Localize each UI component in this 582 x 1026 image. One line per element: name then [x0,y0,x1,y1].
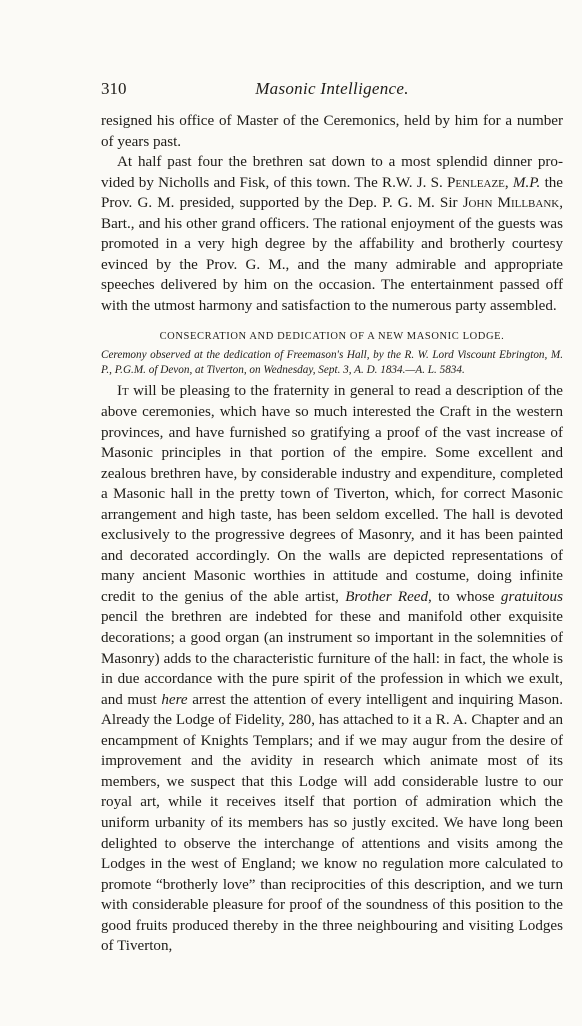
artist-name: Brother Reed [345,588,429,605]
section-subheading: Ceremony observed at the dedication of Freemason's Hall, by the R. W. Lord Viscount Ebrington, M. P., P.G.M. of Devon, at Tiverton, on Wednesday, Sept. 3, A. D. 1834.—A. L. 5834. [101,349,563,376]
person-name: John Millbank [462,195,560,212]
text-run: , Bart., and his other grand officers. The rational enjoyment of the guests was promoted in a very high degree by the affability and brotherly courtesy evinced by the Prov. G. M., and the many admirable and appropriate speeches delivered by him on the occasion. The entertainment passed off with the utmost harmony and satisfaction to the numerous party assembled. [101,195,564,314]
paragraph-dinner [101,152,563,316]
text-run: , [504,174,513,191]
person-name: Penleaze [447,174,505,191]
text-run: pencil the brethren are indebted for these and manifold other exquisite decorations; a good organ (an instrument so important in the solemnities of Masonry) adds to the characteristic furniture of the hall: in fact, the whole is in due accordance with the pure spirit of the profession in which we exult, and must [101,609,563,708]
paragraph-continuation: resigned his office of Master of the Ceremonics, held by him for a number of years past. [101,113,563,150]
text-run: arrest the attention of every intelligent and inquiring Mason. Already the Lodge of Fidelity, 280, has attached to it a R. A. Chapter and an encampment of Knights Templars; and if we may augur from the desire of improvement and the avidity in research which animate most of its members, we suspect that this Lodge will add considerable lustre to our royal art, while it receives itself that portion of admiration which the uniform urbanity of its members has so justly excited. We have long been delighted to observe the interchange of attentions and visits among the Lodges in the west of England; we know no regulation more calculated to promote “brotherly love” than reciprocities of this description, and we turn with considerable pleasure for proof of the soundness of this position to the good fruits produced thereby in the three neighbouring and visiting Lodges of Tiverton, [101,691,563,955]
running-title: Masonic Intelligence. [255,79,409,98]
title-abbreviation: M.P. [512,174,541,191]
section-heading: CONSECRATION AND DEDICATION OF A NEW MASONIC LODGE. [159,331,505,343]
paragraph-description [101,381,563,956]
text-run: will be pleasing to the fraternity in general to read a description of the above ceremonies, which have so much interested the Craft in the western provinces, and have furnished so gratifying a proof of the vast increase of Masonic principles in that portion of the empire. Some excellent and zealous brethren have, by considerable industry and expenditure, completed a Masonic hall in the pretty town of Tiverton, which, for correct Masonic arrangement and high taste, has been seldom excelled. The hall is devoted exclusively to the progressive degrees of Masonry, and it has been painted and decorated accordingly. On the walls are depicted representations of many ancient Masonic worthies in attitude and costume, doing infinite credit to the genius of the able artist, [101,383,563,605]
opening-word: It [117,383,129,400]
running-header [101,79,563,101]
text-run: At half past four the brethren sat down to a most splendid dinner provided by Nicholls and Fisk, of this town. The R.W. J. S. [101,154,563,191]
text-run: the Prov. G. M. presided, supported by the Dep. P. G. M. Sir [101,174,564,212]
page-number: 310 [101,79,127,98]
emphasis: here [161,691,188,708]
text-run: , to whose [428,588,501,605]
emphasis: gratuitous [500,588,563,605]
article-body [101,111,563,957]
